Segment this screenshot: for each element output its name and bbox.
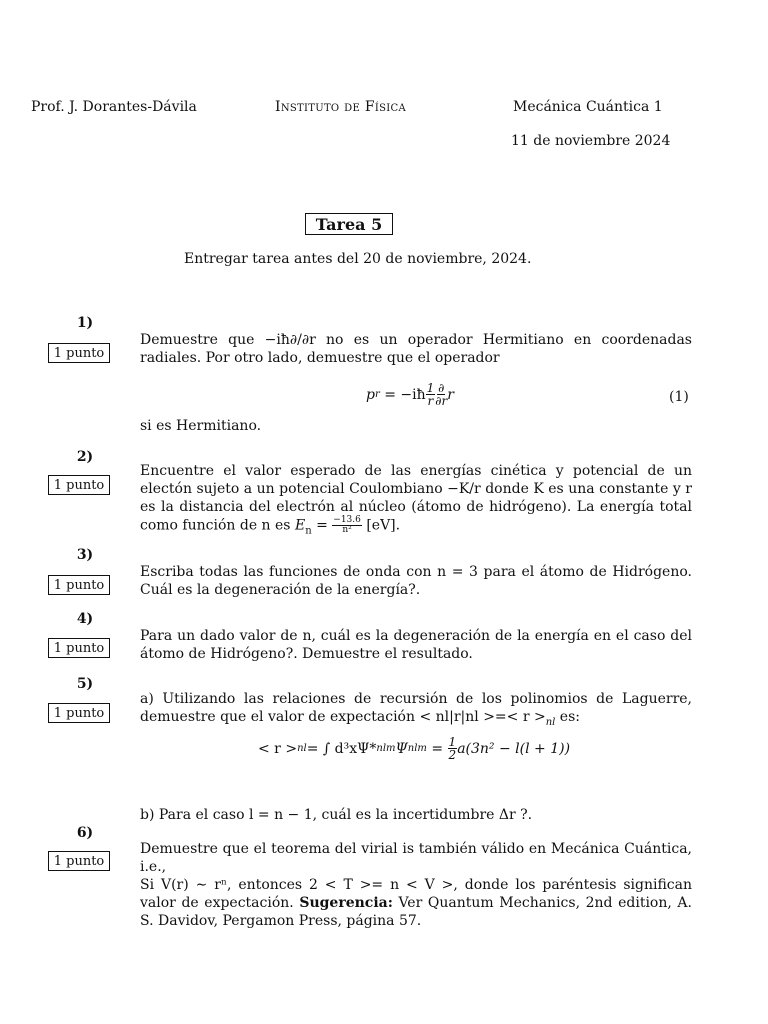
problem-4-number: 4) — [76, 611, 94, 627]
eq1-lhs-sub: r — [374, 389, 380, 400]
institute-name: Instituto de Física — [275, 99, 406, 115]
problem-4-points: 1 punto — [48, 638, 110, 658]
problem-5-number: 5) — [76, 676, 94, 692]
problem-1-points: 1 punto — [48, 343, 110, 363]
problem-5-text-b: b) Para el caso l = n − 1, cuál es la incertidumbre Δr ?. — [140, 807, 533, 823]
eq1-rhs: = −iħ — [384, 386, 426, 403]
equation-number: (1) — [669, 389, 689, 405]
energy-unit: [eV]. — [366, 517, 401, 534]
course-name: Mecánica Cuántica 1 — [513, 99, 663, 115]
problem-5-text-a: a) Utilizando las relaciones de recursión de los polinomios de Laguerre, demuestre que el valor de expectación < nl|r|nl >=< $r >_{nl}$ es: — [140, 691, 692, 728]
problem-4-text: Para un dado valor de n, cuál es la degeneración de la energía en el caso del átomo de Hidrógeno?. Demuestre el resultado. — [140, 628, 692, 662]
problem-2-number: 2) — [76, 449, 94, 465]
professor-name: Prof. J. Dorantes-Dávila — [31, 99, 197, 115]
problem-3-number: 3) — [76, 547, 94, 563]
assignment-title: Tarea 5 — [305, 213, 393, 235]
problem-6-text-b: Si V(r) ∼ rⁿ, entonces 2 < T >= n < V >, donde los paréntesis significan valor de expectación. Sugerencia: Ver Quantum Mechanics, 2nd edition, A. S. Davidov, Pergamon Press, página 57. — [140, 877, 692, 929]
problem-5-points: 1 punto — [48, 703, 110, 723]
problem-2-text: Encuentre el valor esperado de las energías cinética y potencial de un electón sujeto a un potencial Coulombiano −K/r donde K es una constante y r es la distancia del electrón al núcleo (átomo de hidrógeno). La energía total como función de n es $E_n$ = $\frac{-13.6}{\text{n²}}$ [eV]. — [140, 463, 692, 537]
half-fraction: $\frac{1}{2}$ — [448, 735, 457, 762]
problem-1-text: Demuestre que −iħ∂/∂r no es un operador Hermitiano en coordenadas radiales. Por otro lado, demuestre que el operador — [140, 332, 692, 366]
energy-fraction: $\frac{-13.6}{\text{n²}}$ — [333, 515, 361, 535]
hint-label: Sugerencia: — [299, 895, 393, 911]
deadline-note: Entregar tarea antes del 20 de noviembre, 2024. — [184, 251, 532, 267]
energy-symbol: E — [294, 517, 306, 534]
problem-6-number: 6) — [76, 825, 94, 841]
problem-1-number: 1) — [76, 315, 94, 331]
document-date: 11 de noviembre 2024 — [511, 133, 671, 149]
problem-5-equation: < r > nl = ∫ d³xΨ* nlm Ψ nlm = $\frac{1}{2}$ a(3n² − l(l + 1)) — [258, 735, 571, 762]
problem-6-points: 1 punto — [48, 851, 110, 871]
eq1-frac-2: $\frac{\partial}{\partial r}$ — [435, 381, 448, 408]
eq1-tail: r — [447, 386, 454, 403]
problem-1-equation — [366, 382, 454, 407]
problem-1-conclusion: si es Hermitiano. — [140, 418, 262, 434]
eq1-frac-1: $\frac{1}{r}$ — [426, 381, 435, 408]
problem-3-text: Escriba todas las funciones de onda con n = 3 para el átomo de Hidrógeno. Cuál es la degeneración de la energía?. — [140, 564, 692, 598]
eq1-lhs: p — [366, 386, 375, 403]
problem-3-points: 1 punto — [48, 575, 110, 595]
problem-2-points: 1 punto — [48, 475, 110, 495]
problem-6-text-a: Demuestre que el teorema del virial is también válido en Mecánica Cuántica, i.e., — [140, 841, 692, 875]
